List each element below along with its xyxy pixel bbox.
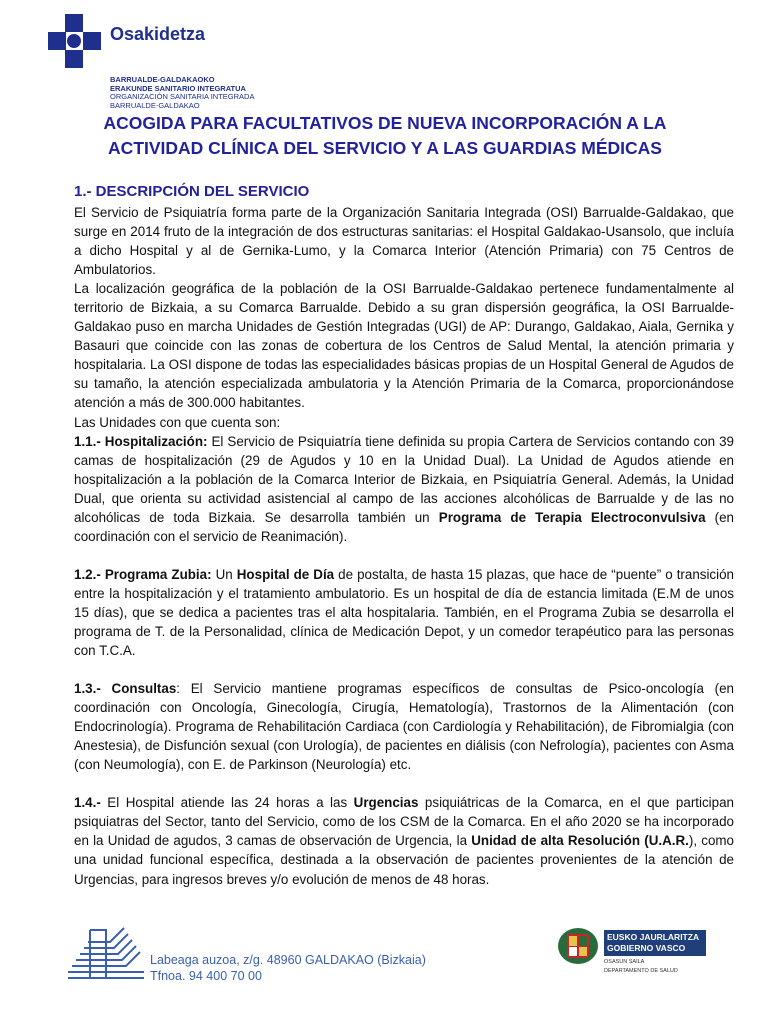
org-line: ORGANIZACIÓN SANITARIA INTEGRADA — [110, 92, 255, 102]
osakidetza-logo — [48, 14, 263, 109]
paragraph-consultas: 1.3.- Consultas: El Servicio mantiene programas específicos de consultas de Psico-oncología (en coordinación con Oncología, Ginecología, Cirugía, Hematología), Trastornos de la Alimentación (con Endocrinología). Programa de Rehabilitación Cardiaca (con Cardiología y Rehabilitación), de Fibromialgia (con Anestesia), de Disfunción sexual (con Urología), de pacientes en diálisis (con Nefrología), pacientes con Asma (con Neumología), con E. de Parkinson (Neurología) etc. — [74, 681, 735, 773]
document-body — [74, 181, 734, 889]
gobierno-vasco-name — [604, 930, 706, 956]
gov-line: EUSKO JAURLARITZA — [607, 932, 700, 942]
footer-address-block — [150, 952, 426, 984]
org-name — [110, 76, 254, 110]
paragraph-programa-zubia: 1.2.- Programa Zubia: Un Hospital de Día de postalta, de hasta 15 plazas, que hace de “puente” o transición entre la hospitalización y el tratamiento ambulatorio. Es un hospital de día de estancia limitada (E.M de unos 15 días), que se dedica a pacientes tras el alta hospitalaria. También, en el Programa Zubia se desarrolla el programa de T. de la Personalidad, clínica de Medicación Depot, y un comedor terapéutico para las personas con T.C.A. — [74, 566, 735, 659]
section-heading: 1.- DESCRIPCIÓN DEL SERVICIO — [74, 183, 310, 200]
footer-phone: Tfnoa. 94 400 70 00 — [150, 969, 262, 983]
subsection-label: 1.1.- Hospitalización: — [74, 433, 208, 449]
dept-line: DEPARTAMENTO DE SALUD — [604, 968, 678, 974]
org-line: BARRUALDE-GALDAKAOKO — [110, 75, 215, 84]
gobierno-vasco-logo — [556, 926, 600, 971]
paragraph: Las Unidades con que cuenta son: — [74, 414, 281, 430]
hospital-building-logo — [66, 922, 146, 987]
title-line: ACOGIDA PARA FACULTATIVOS DE NUEVA INCORPORACIÓN A LA — [103, 113, 667, 133]
paragraph-hospitalizacion: 1.1.- Hospitalización: El Servicio de Psiquiatría tiene definida su propia Cartera de Servicios contando con 39 camas de hospitalización (29 de Agudos y 10 en la Unidad Dual). La Unidad de Agudos atiende en hospitalización a la población de la Comarca Interior de Bizkaia, en Psiquiatría General. Además, la Unidad Dual, que orienta su actividad asistencial al campo de las acciones alcohólicas de Barrualde y de las no alcohólicas de toda Bizkaia. Se desarrolla también un Programa de Terapia Electroconvulsiva (en coordinación con el servicio de Reanimación). — [74, 433, 735, 544]
hospital-building-icon — [66, 922, 146, 982]
department-name — [604, 958, 678, 976]
paragraph: El Servicio de Psiquiatría forma parte de la Organización Sanitaria Integrada (OSI) Barrualde-Galdakao, que surge en 2014 fruto de la integración de dos estructuras sanitarias: el Hospital Galdakao-Usansolo, que incluía a dicho Hospital y al de Gernika-Lumo, y la Comarca Interior (Atención Primaria) con 75 Centros de Ambulatorios. — [74, 205, 734, 278]
paragraph-urgencias: 1.4.- El Hospital atiende las 24 horas a las Urgencias psiquiátricas de la Comarca, en el que participan psiquiatras del Sector, tanto del Servicio, como de los CSM de la Comarca. En el año 2020 se ha incorporado en la Unidad de agudos, 3 camas de observación de Urgencia, la Unidad de alta Resolución (U.A.R.), como una unidad funcional específica, destinada a la observación de pacientes provenientes de la atención de Urgencias, para ingresos breves y/o evolución de menos de 48 horas. — [74, 795, 734, 887]
subsection-label: 1.3.- — [74, 681, 112, 697]
title-line: ACTIVIDAD CLÍNICA DEL SERVICIO Y A LAS GUARDIAS MÉDICAS — [108, 138, 662, 158]
org-line: BARRUALDE-GALDAKAO — [110, 100, 200, 110]
gov-line: GOBIERNO VASCO — [607, 943, 686, 953]
subsection-label: 1.4.- — [74, 795, 101, 811]
subsection-label: 1.2.- Programa Zubia: — [74, 566, 212, 582]
cross-logo-icon — [48, 14, 103, 69]
brand-name: Osakidetza — [110, 24, 206, 44]
dept-line: OSASUN SAILA — [604, 959, 645, 965]
paragraph: La localización geográfica de la población de la OSI Barrualde-Galdakao pertenece fundamentalmente al territorio de Bizkaia, a su Comarca Barrualde. Debido a su gran dispersión geográfica, la OSI Barrualde-Galdakao puso en marcha Unidades de Gestión Integradas (UGI) de AP: Durango, Galdakao, Aiala, Gernika y Basauri que coincide con las zonas de cobertura de los Centros de Salud Mental, la atención primaria y hospitalaria. La OSI dispone de todas las especialidades básicas propias de un Hospital General de Agudos de su tamaño, la atención especializada ambulatoria y la Atención Primaria de la Comarca, proporcionándose atención a más de 300.000 habitantes. — [74, 281, 734, 411]
coat-of-arms-icon — [556, 926, 600, 966]
document-title — [70, 111, 700, 161]
org-line: ERAKUNDE SANITARIO INTEGRATUA — [110, 83, 246, 93]
footer-address: Labeaga auzoa, z/g. 48960 GALDAKAO (Bizkaia) — [150, 953, 426, 967]
